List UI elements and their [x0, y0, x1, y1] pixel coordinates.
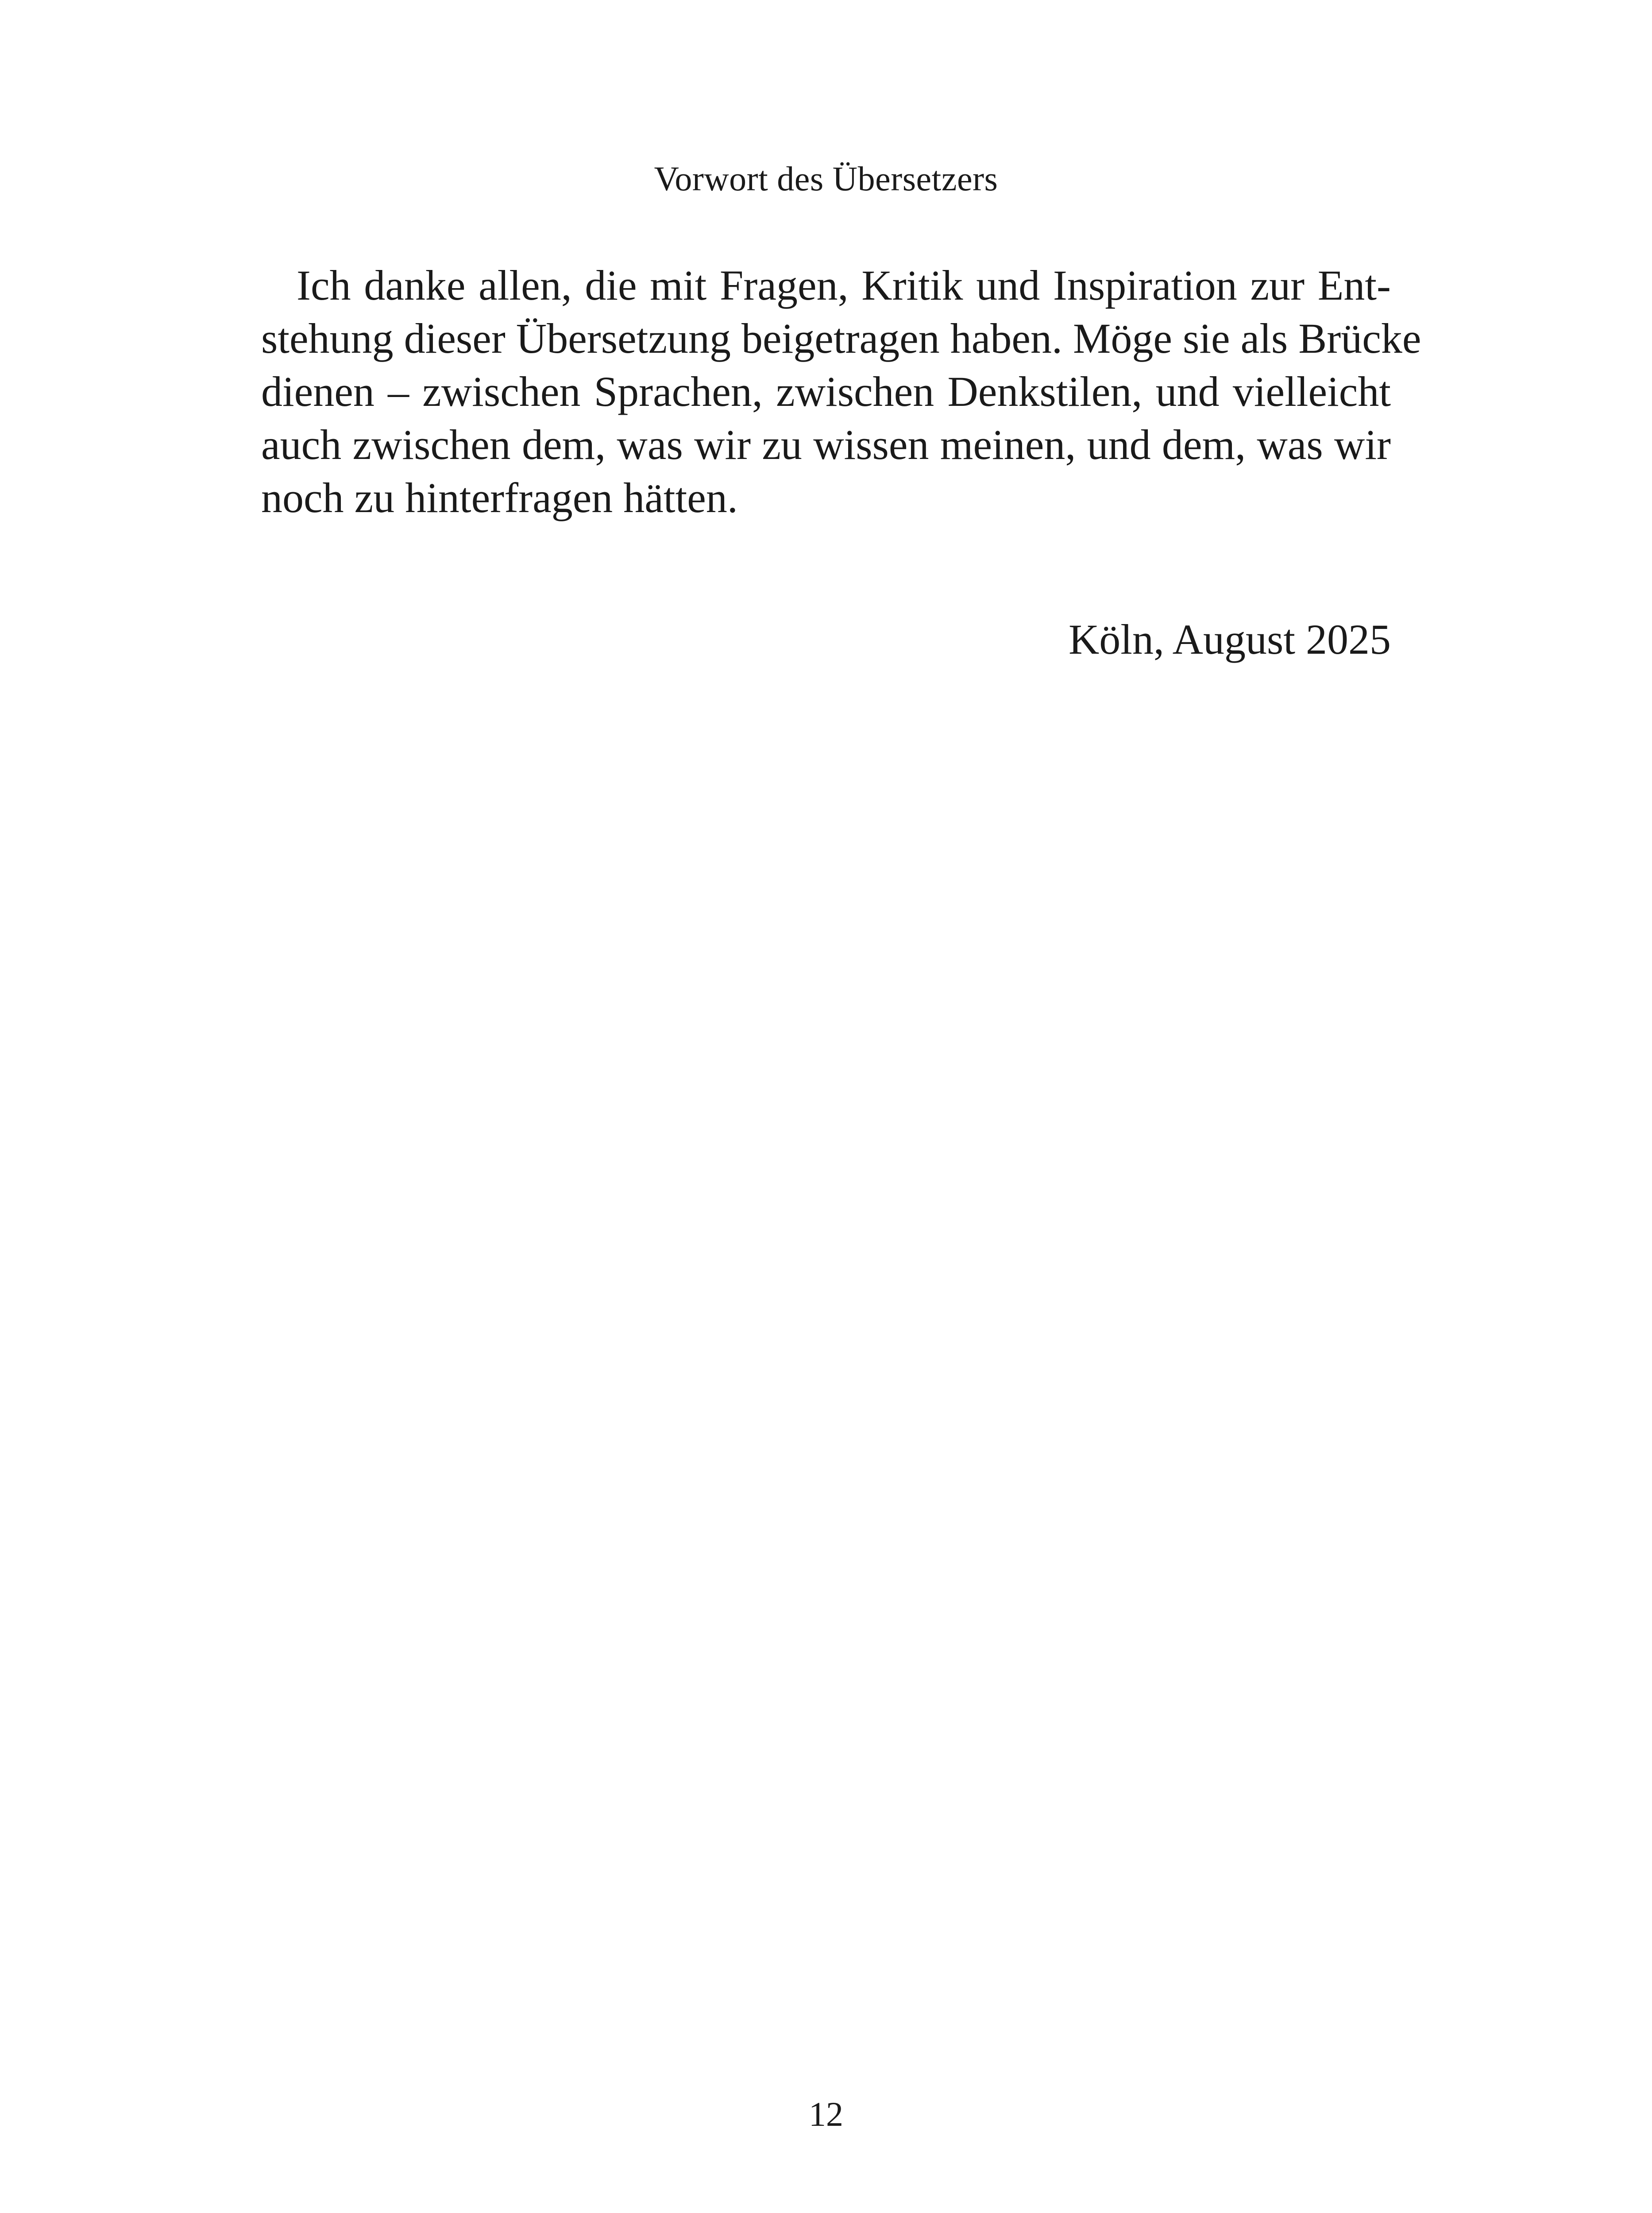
- paragraph-line: auch zwischen dem, was wir zu wissen meinen, und dem, was wir: [261, 421, 1391, 468]
- paragraph-line: dienen – zwischen Sprachen, zwischen Denkstilen, und vielleicht: [261, 368, 1391, 415]
- running-head: Vorwort des Übersetzers: [654, 159, 998, 198]
- body-paragraph: [261, 259, 1421, 524]
- page-number: 12: [809, 2095, 843, 2133]
- place-date-signoff: Köln, August 2025: [1068, 616, 1391, 663]
- paragraph-line: Ich danke allen, die mit Fragen, Kritik und Inspiration zur Ent-: [297, 262, 1391, 309]
- paragraph-line: stehung dieser Übersetzung beigetragen haben. Möge sie als Brücke: [261, 315, 1421, 362]
- paragraph-line: noch zu hinterfragen hätten.: [261, 474, 738, 521]
